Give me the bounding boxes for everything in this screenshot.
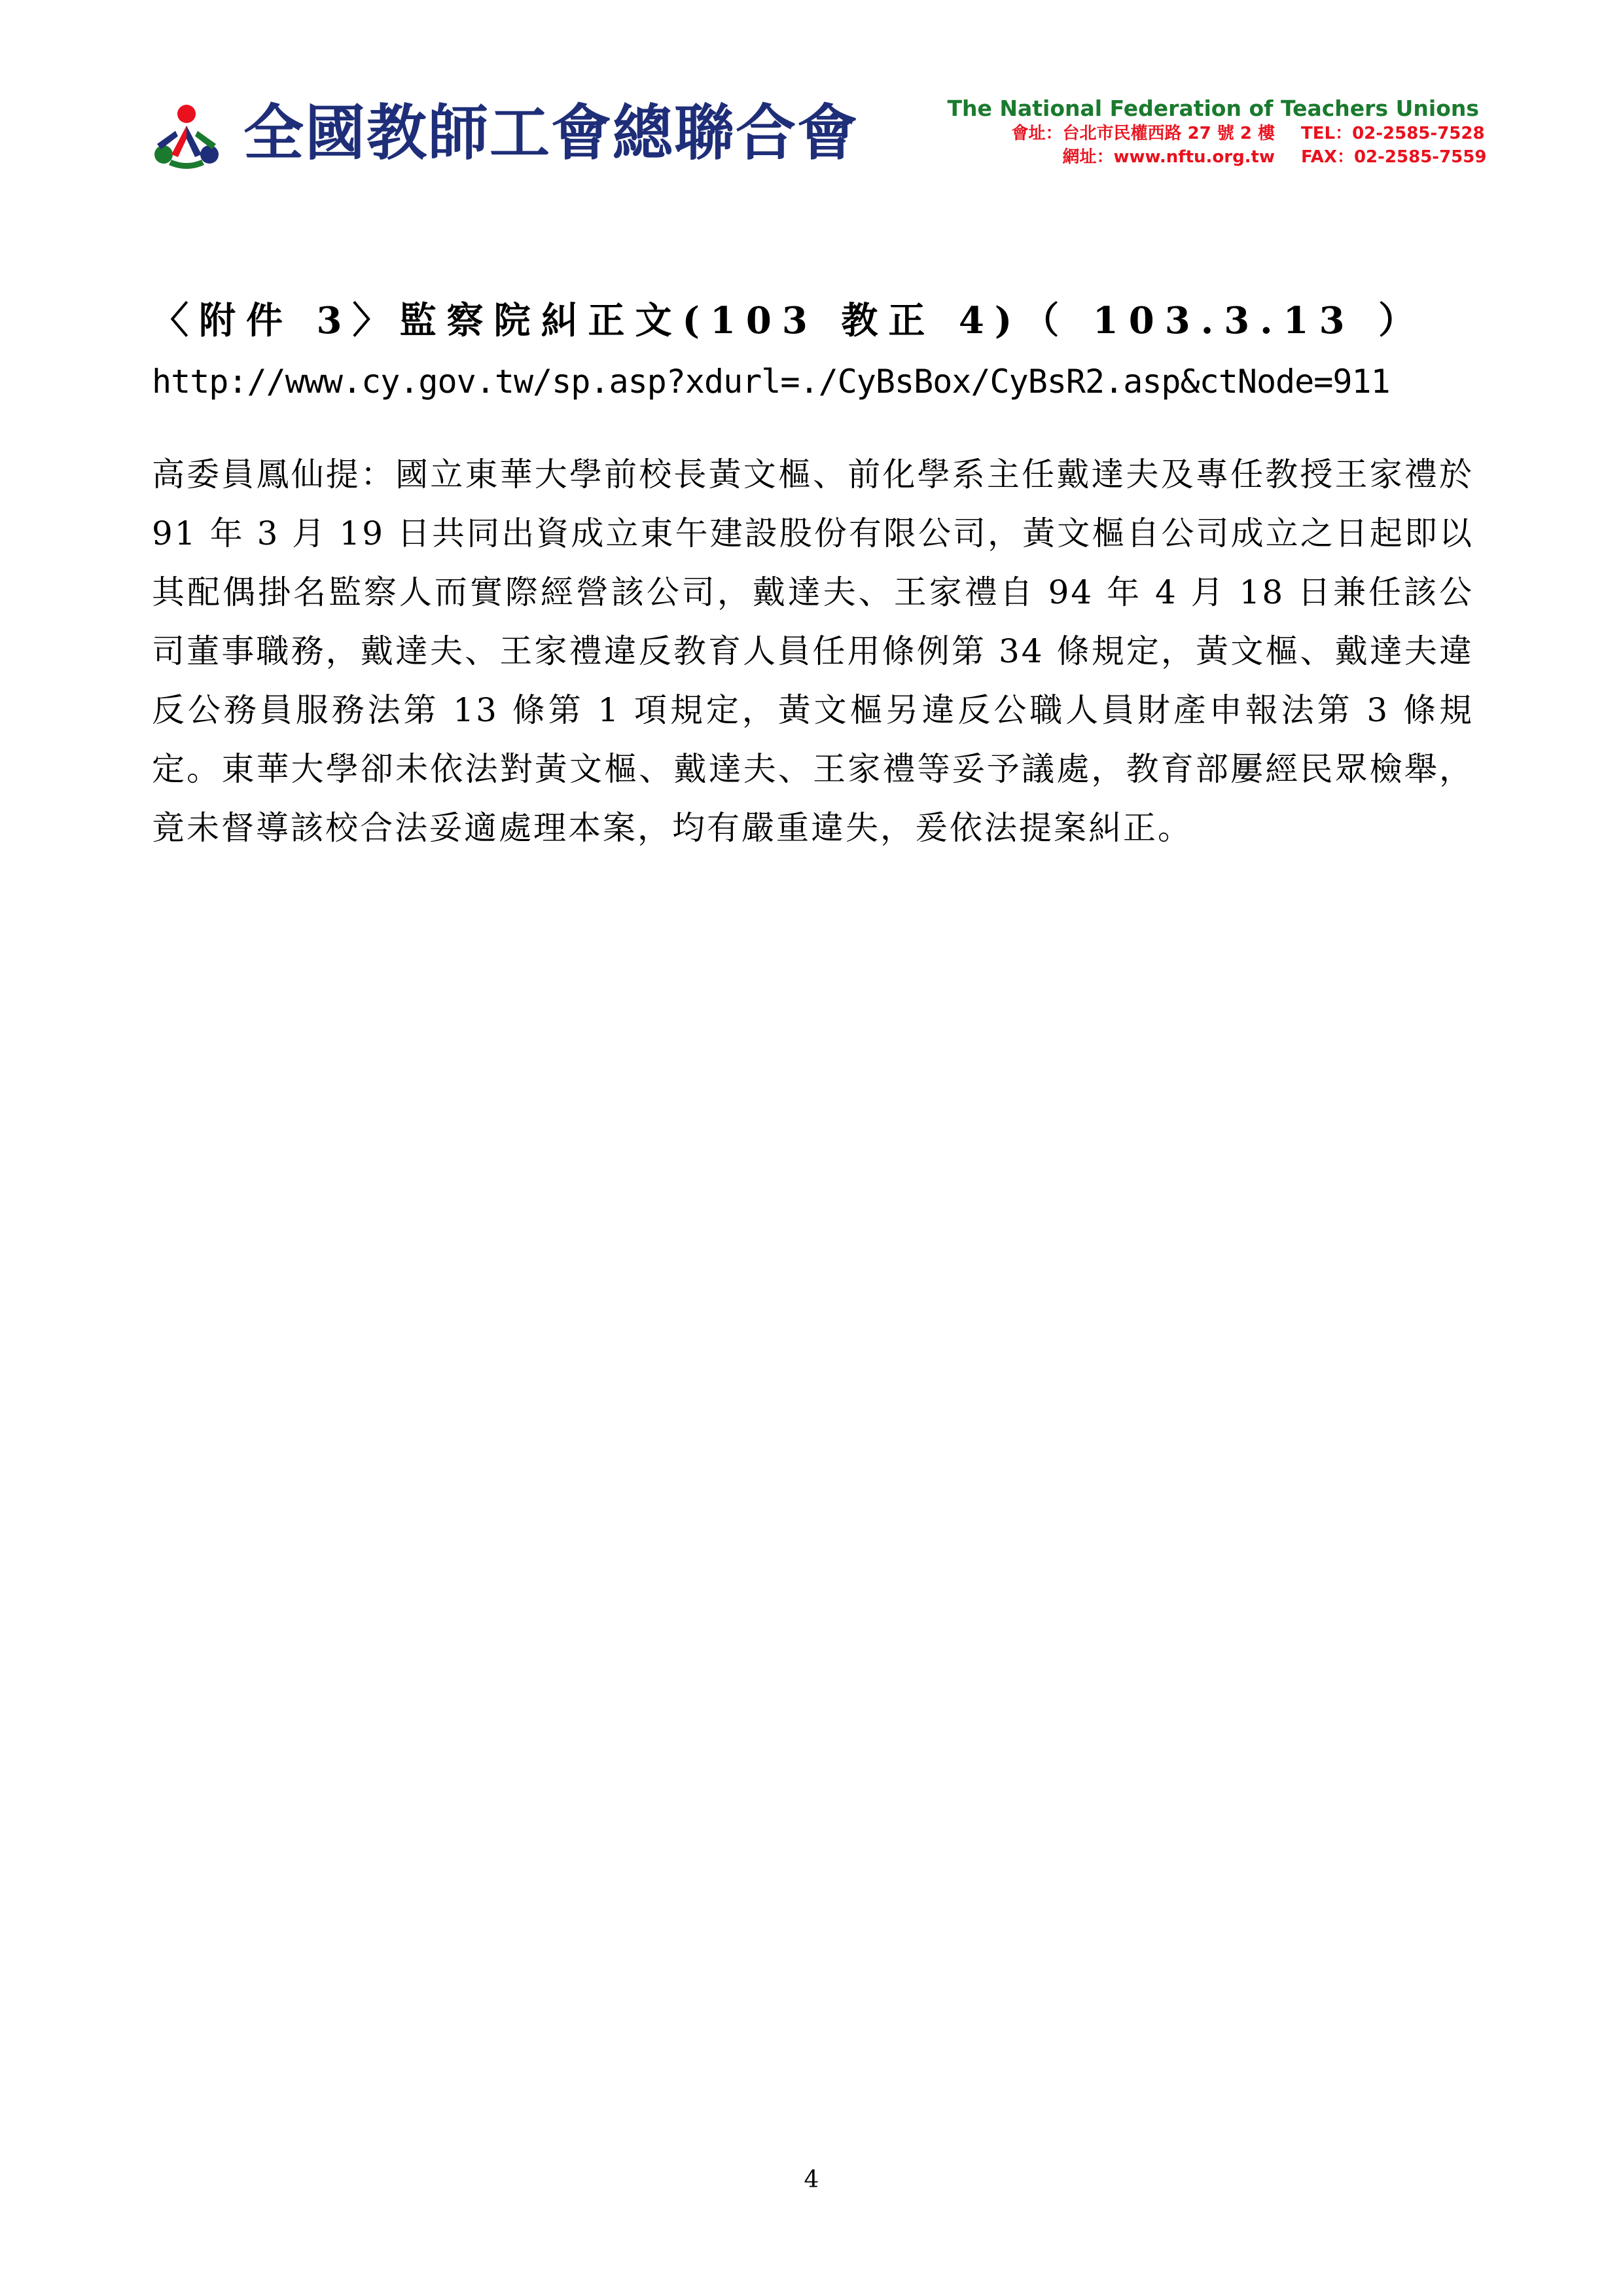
- attachment-heading: 〈附件 3〉監察院糾正文(103 教正 4)（ 103.3.13 ）: [152, 299, 1426, 342]
- contact-line-address: [890, 122, 1485, 145]
- telephone-text: TEL：02-2585-7528: [1301, 124, 1485, 143]
- contact-line-web: [890, 145, 1487, 169]
- federation-logo-icon: [144, 92, 229, 177]
- organization-contact: [890, 96, 1487, 169]
- letterhead: [0, 0, 1623, 196]
- source-url-link[interactable]: http://www.cy.gov.tw/sp.asp?xdurl=./CyBsBox/CyBsR2.asp&ctNode=911: [152, 363, 1390, 401]
- organization-english-name: The National Federation of Teachers Unions: [947, 96, 1479, 121]
- organization-name: 全國教師工會總聯合會: [243, 98, 859, 168]
- website-link[interactable]: 網址：www.nftu.org.tw: [1062, 147, 1275, 167]
- address-text: 會址：台北市民權西路 27 號 2 樓: [1011, 124, 1275, 143]
- correction-body-paragraph: 高委員鳳仙提：國立東華大學前校長黃文樞、前化學系主任戴達夫及專任教授王家禮於 91 年 3 月 19 日共同出資成立東午建設股份有限公司，黃文樞自公司成立之日起即以其配偶掛名監察人而實際經營該公司，戴達夫、王家禮自 94 年 4 月 18 日兼任該公司董事職務，戴達夫、王家禮違反教育人員任用條例第 34 條規定，黃文樞、戴達夫違反公務員服務法第 13 條第 1 項規定，黃文樞另違反公職人員財產申報法第 3 條規定。東華大學卻未依法對黃文樞、戴達夫、王家禮等妥予議處，教育部屢經民眾檢舉，竟未督導該校合法妥適處理本案，均有嚴重違失，爰依法提案糾正。: [152, 456, 1474, 847]
- page-number: 4: [804, 2166, 819, 2193]
- fax-text: FAX：02-2585-7559: [1301, 147, 1487, 167]
